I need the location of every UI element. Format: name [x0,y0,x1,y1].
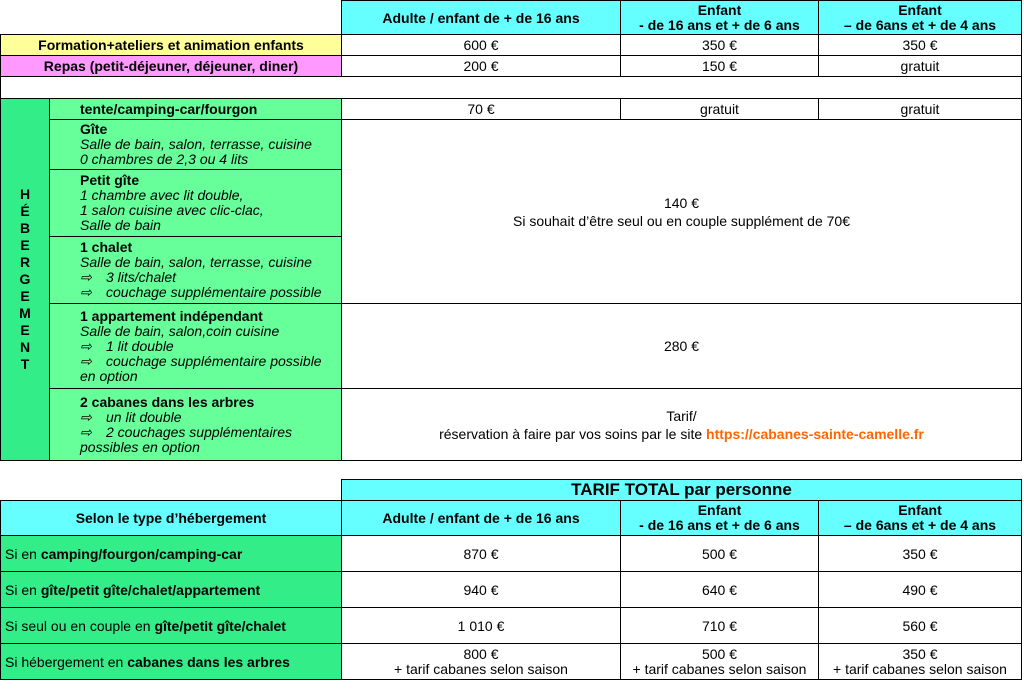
total-row-label [0,643,342,680]
total-row-adult [341,571,621,608]
cabanes-line1: un lit double [106,408,182,425]
tente-child-4-6 [818,98,1022,120]
tente-child1-value: gratuit [700,101,739,117]
total-row-adult [341,643,621,680]
total-row-child-4-6 [818,643,1022,680]
vertical-letter: E [20,237,30,253]
formation-label-text: Formation+ateliers et animation enfants [38,37,304,53]
cabanes-price [341,388,1022,461]
total-row-label-text [5,618,286,634]
tarif-total-title [341,479,1022,501]
cabanes-tarif: Tarif/ [666,407,697,424]
repas-child-6-16 [620,55,819,77]
gite-cell [49,119,342,170]
tarif-total-title-text: TARIF TOTAL par personne [571,480,792,499]
formation-adult [341,34,621,56]
arrow-icon: ⇨ [80,352,92,369]
total-adult-value: 800 € [463,645,499,662]
total-row-prefix: Si seul ou en couple en [5,617,155,634]
repas-label-text: Repas (petit-déjeuner, déjeuner, diner) [43,58,299,74]
tente-label-text: tente/camping-car/fourgon [80,101,258,117]
tente-label [49,98,342,120]
total-adult-value: 870 € [463,545,499,562]
total-row-label-text [5,582,260,598]
gite-group-price-value: 140 € [663,194,700,211]
tente-adult [341,98,621,120]
total-row-adult [341,535,621,572]
formation-label [0,34,342,56]
appartement-cell [49,303,342,389]
vertical-letter: E [20,322,30,338]
cabanes-cell [49,388,342,461]
vertical-letter: R [19,254,31,270]
tente-adult-value: 70 € [467,101,495,117]
vertical-letter: H [19,186,31,202]
total-row-prefix: Si hébergement en [5,653,128,670]
arrow-icon: ⇨ [80,408,92,425]
cabanes-title: 2 cabanes dans les arbres [80,393,255,410]
repas-label [0,55,342,77]
header-child-6-16 [620,0,819,35]
header-child-6-16-line2: - de 16 ans et + de 6 ans [639,16,800,33]
chalet-title: 1 chalet [80,239,133,255]
cabanes-reservation-line [439,425,924,443]
total-row-label-text [5,654,290,670]
total-row-bold: gîte/petit gîte/chalet [154,617,286,634]
total-row-bold: gîte/petit gîte/chalet/appartement [40,581,261,598]
chalet-line2-row [80,270,176,285]
t2-header-child-4-6 [818,500,1022,536]
total-child1-value: 500 € [701,545,738,562]
spacer-row [0,76,1022,99]
total-row-child-4-6 [818,535,1022,572]
gite-line2: 0 chambres de 2,3 ou 4 lits [80,151,249,167]
chalet-line3-row [80,285,322,300]
vertical-letter: G [19,271,31,287]
t2-row-header [0,500,342,536]
vertical-letter: É [20,203,30,219]
repas-adult [341,55,621,77]
petit-gite-line2: 1 salon cuisine avec clic-clac, [80,202,264,218]
tente-child2-value: gratuit [900,101,940,117]
formation-child-4-6 [818,34,1022,56]
total-adult-value: 940 € [463,581,499,598]
formation-child2-value: 350 € [902,37,938,53]
total-row-prefix: Si en [5,581,41,598]
gite-group-price [341,119,1022,304]
header-child-4-6-line2: – de 6ans et + de 4 ans [843,16,997,33]
t2-header-adult-label: Adulte / enfant de + de 16 ans [382,510,580,526]
t2-header-child-6-16 [620,500,819,536]
cabanes-line3: possibles en option [80,438,200,455]
t2-header-child1-line2: - de 16 ans et + de 6 ans [639,517,800,533]
total-child1-value: 640 € [701,581,738,598]
chalet-cell [49,236,342,304]
cabanes-website-link[interactable]: https://cabanes-sainte-camelle.fr [706,425,924,442]
repas-adult-value: 200 € [463,58,499,74]
appartement-line2: 1 lit double [106,337,174,354]
petit-gite-title: Petit gîte [80,172,140,188]
repas-child-4-6 [818,55,1022,77]
total-child2-value: 350 € [902,645,938,662]
arrow-icon: ⇨ [80,337,92,354]
total-row-child-6-16 [620,643,819,680]
t2-header-child2-line1: Enfant [898,502,942,518]
cabanes-note: réservation à faire par vos soins par le site [439,425,707,442]
t2-row-header-text: Selon le type d’hébergement [75,510,267,526]
formation-child1-value: 350 € [701,37,738,53]
gite-line1: Salle de bain, salon, terrasse, cuisine [80,136,312,152]
cabanes-line2: 2 couchages supplémentaires [106,423,293,440]
total-child1-value: 710 € [701,617,738,634]
total-row-child-6-16 [620,571,819,608]
arrow-icon: ⇨ [80,284,92,300]
arrow-icon: ⇨ [80,269,92,285]
chalet-line3: couchage supplémentaire possible [106,284,322,300]
header-adult [341,0,621,35]
vertical-letter: M [19,305,31,321]
total-child2-value: 350 € [902,545,938,562]
header-child-6-16-line1: Enfant [697,1,742,18]
total-extra-note: + tarif cabanes selon saison [394,660,568,677]
total-row-adult [341,607,621,644]
petit-gite-line3: Salle de bain [80,217,161,233]
formation-adult-value: 600 € [463,37,499,53]
total-row-child-6-16 [620,607,819,644]
gite-title: Gîte [80,121,108,137]
total-row-prefix: Si en [5,545,41,562]
total-row-child-4-6 [818,571,1022,608]
total-child2-value: 560 € [902,617,938,634]
appartement-price [341,303,1022,389]
header-child-4-6 [818,0,1022,35]
formation-child-6-16 [620,34,819,56]
total-row-child-6-16 [620,535,819,572]
total-extra-note: + tarif cabanes selon saison [833,660,1007,677]
appartement-line1: Salle de bain, salon,coin cuisine [80,322,280,339]
header-child-4-6-line1: Enfant [898,1,942,18]
total-row-label [0,571,342,608]
appartement-line4: en option [80,367,138,384]
repas-child2-value: gratuit [900,58,940,74]
vertical-letter: T [20,356,30,372]
total-row-bold: camping/fourgon/camping-car [40,545,243,562]
t2-header-adult [341,500,621,536]
total-child2-value: 490 € [902,581,938,598]
appartement-price-value: 280 € [663,338,700,354]
chalet-line1: Salle de bain, salon, terrasse, cuisine [80,254,312,270]
cabanes-line2-row [80,425,292,440]
hebergement-vertical-label [0,98,50,461]
repas-child1-value: 150 € [701,58,738,74]
tente-child-6-16 [620,98,819,120]
total-adult-value: 1 010 € [457,617,505,634]
total-row-child-4-6 [818,607,1022,644]
t2-header-child1-line1: Enfant [697,502,742,518]
gite-group-note: Si souhait d’être seul ou en couple supplément de 70€ [512,212,850,229]
header-adult-label: Adulte / enfant de + de 16 ans [382,9,580,26]
total-extra-note: + tarif cabanes selon saison [632,660,807,677]
vertical-letter: E [20,288,30,304]
total-child1-value: 500 € [701,645,738,662]
appartement-line2-row [80,339,174,354]
total-row-bold: cabanes dans les arbres [127,653,290,670]
t2-header-child2-line2: – de 6ans et + de 4 ans [843,517,997,533]
appartement-line3-row [80,354,322,369]
total-row-label [0,607,342,644]
appartement-title: 1 appartement indépendant [80,307,263,324]
chalet-line2: 3 lits/chalet [106,269,177,285]
arrow-icon: ⇨ [80,423,92,440]
cabanes-line1-row [80,410,182,425]
vertical-letter: N [19,339,31,355]
total-row-label [0,535,342,572]
total-row-label-text [5,546,242,562]
petit-gite-cell [49,169,342,237]
petit-gite-line1: 1 chambre avec lit double, [80,187,244,203]
vertical-letter: B [19,220,31,236]
appartement-line3: couchage supplémentaire possible [106,352,322,369]
